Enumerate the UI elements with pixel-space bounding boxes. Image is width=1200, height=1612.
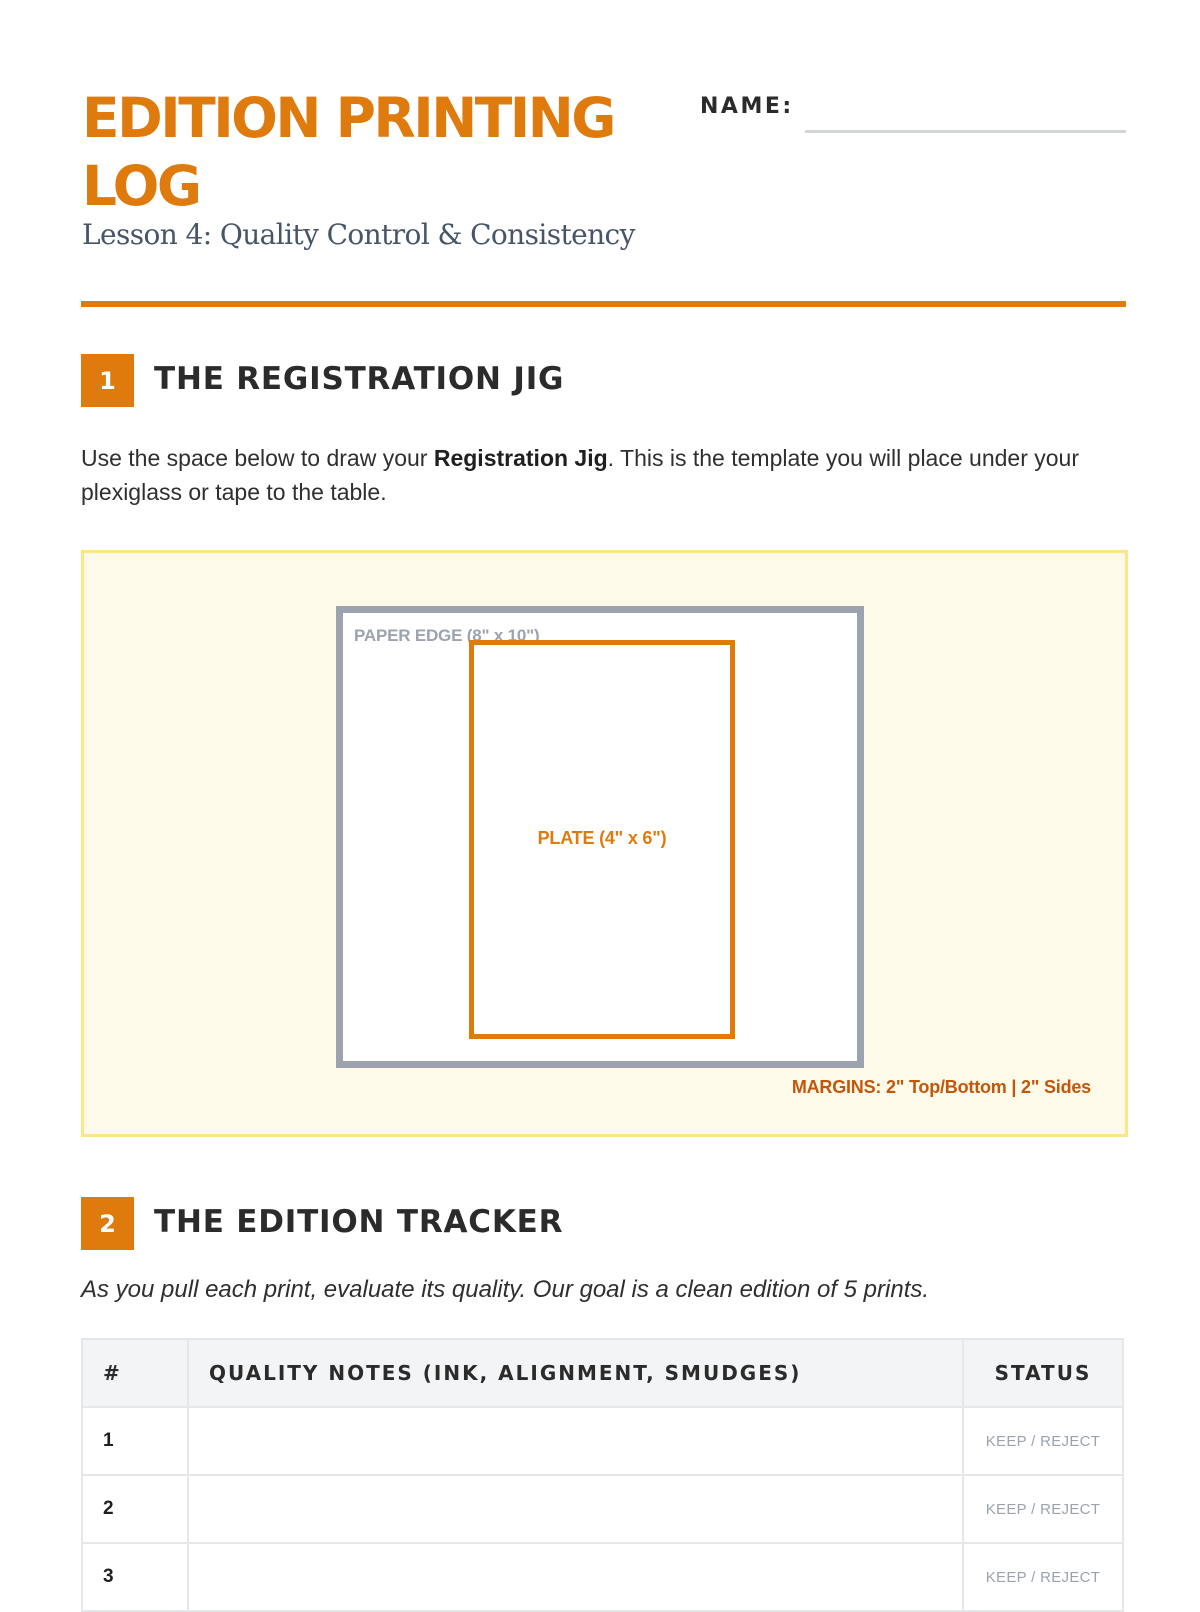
section-1-number-badge: 1: [81, 354, 134, 407]
table-row: [82, 1543, 1123, 1611]
table-row: [82, 1475, 1123, 1543]
paper-edge-label: PAPER EDGE (8" x 10"): [354, 626, 540, 645]
section-1-title: THE REGISTRATION JIG: [154, 361, 565, 397]
edition-tracker-table: [81, 1338, 1124, 1612]
section-1-instructions: [81, 441, 1131, 509]
print-number: 2: [82, 1475, 188, 1543]
quality-notes-cell[interactable]: [188, 1543, 963, 1611]
plate-label: PLATE (4" x 6"): [537, 828, 667, 848]
table-header-row: [82, 1339, 1123, 1407]
status-cell[interactable]: KEEP / REJECT: [963, 1543, 1123, 1611]
quality-notes-cell[interactable]: [188, 1475, 963, 1543]
status-cell[interactable]: KEEP / REJECT: [963, 1475, 1123, 1543]
margins-note: MARGINS: 2" Top/Bottom | 2" Sides: [791, 1077, 1091, 1097]
table-row: [82, 1407, 1123, 1475]
print-number: 1: [82, 1407, 188, 1475]
name-label: NAME:: [700, 94, 794, 119]
status-cell[interactable]: KEEP / REJECT: [963, 1407, 1123, 1475]
print-number: 3: [82, 1543, 188, 1611]
page-subtitle: Lesson 4: Quality Control & Consistency: [82, 218, 635, 251]
instructions-text-end: . This is the template you will place under your plexiglass or tape to the table.: [81, 445, 1079, 505]
section-2-instructions: As you pull each print, evaluate its quality. Our goal is a clean edition of 5 prints.: [81, 1276, 930, 1303]
section-2-title: THE EDITION TRACKER: [154, 1204, 564, 1240]
instructions-text: Use the space below to draw your: [81, 445, 434, 471]
section-2-number-badge: 2: [81, 1197, 134, 1250]
quality-notes-cell[interactable]: [188, 1407, 963, 1475]
name-field-line[interactable]: [805, 130, 1126, 133]
column-header-number: #: [82, 1339, 188, 1407]
column-header-quality-notes: QUALITY NOTES (INK, ALIGNMENT, SMUDGES): [188, 1339, 963, 1407]
instructions-emphasis: Registration Jig: [433, 445, 608, 471]
page-title: EDITION PRINTING LOG: [82, 86, 614, 218]
column-header-status: STATUS: [963, 1339, 1123, 1407]
header-divider: [81, 301, 1126, 307]
